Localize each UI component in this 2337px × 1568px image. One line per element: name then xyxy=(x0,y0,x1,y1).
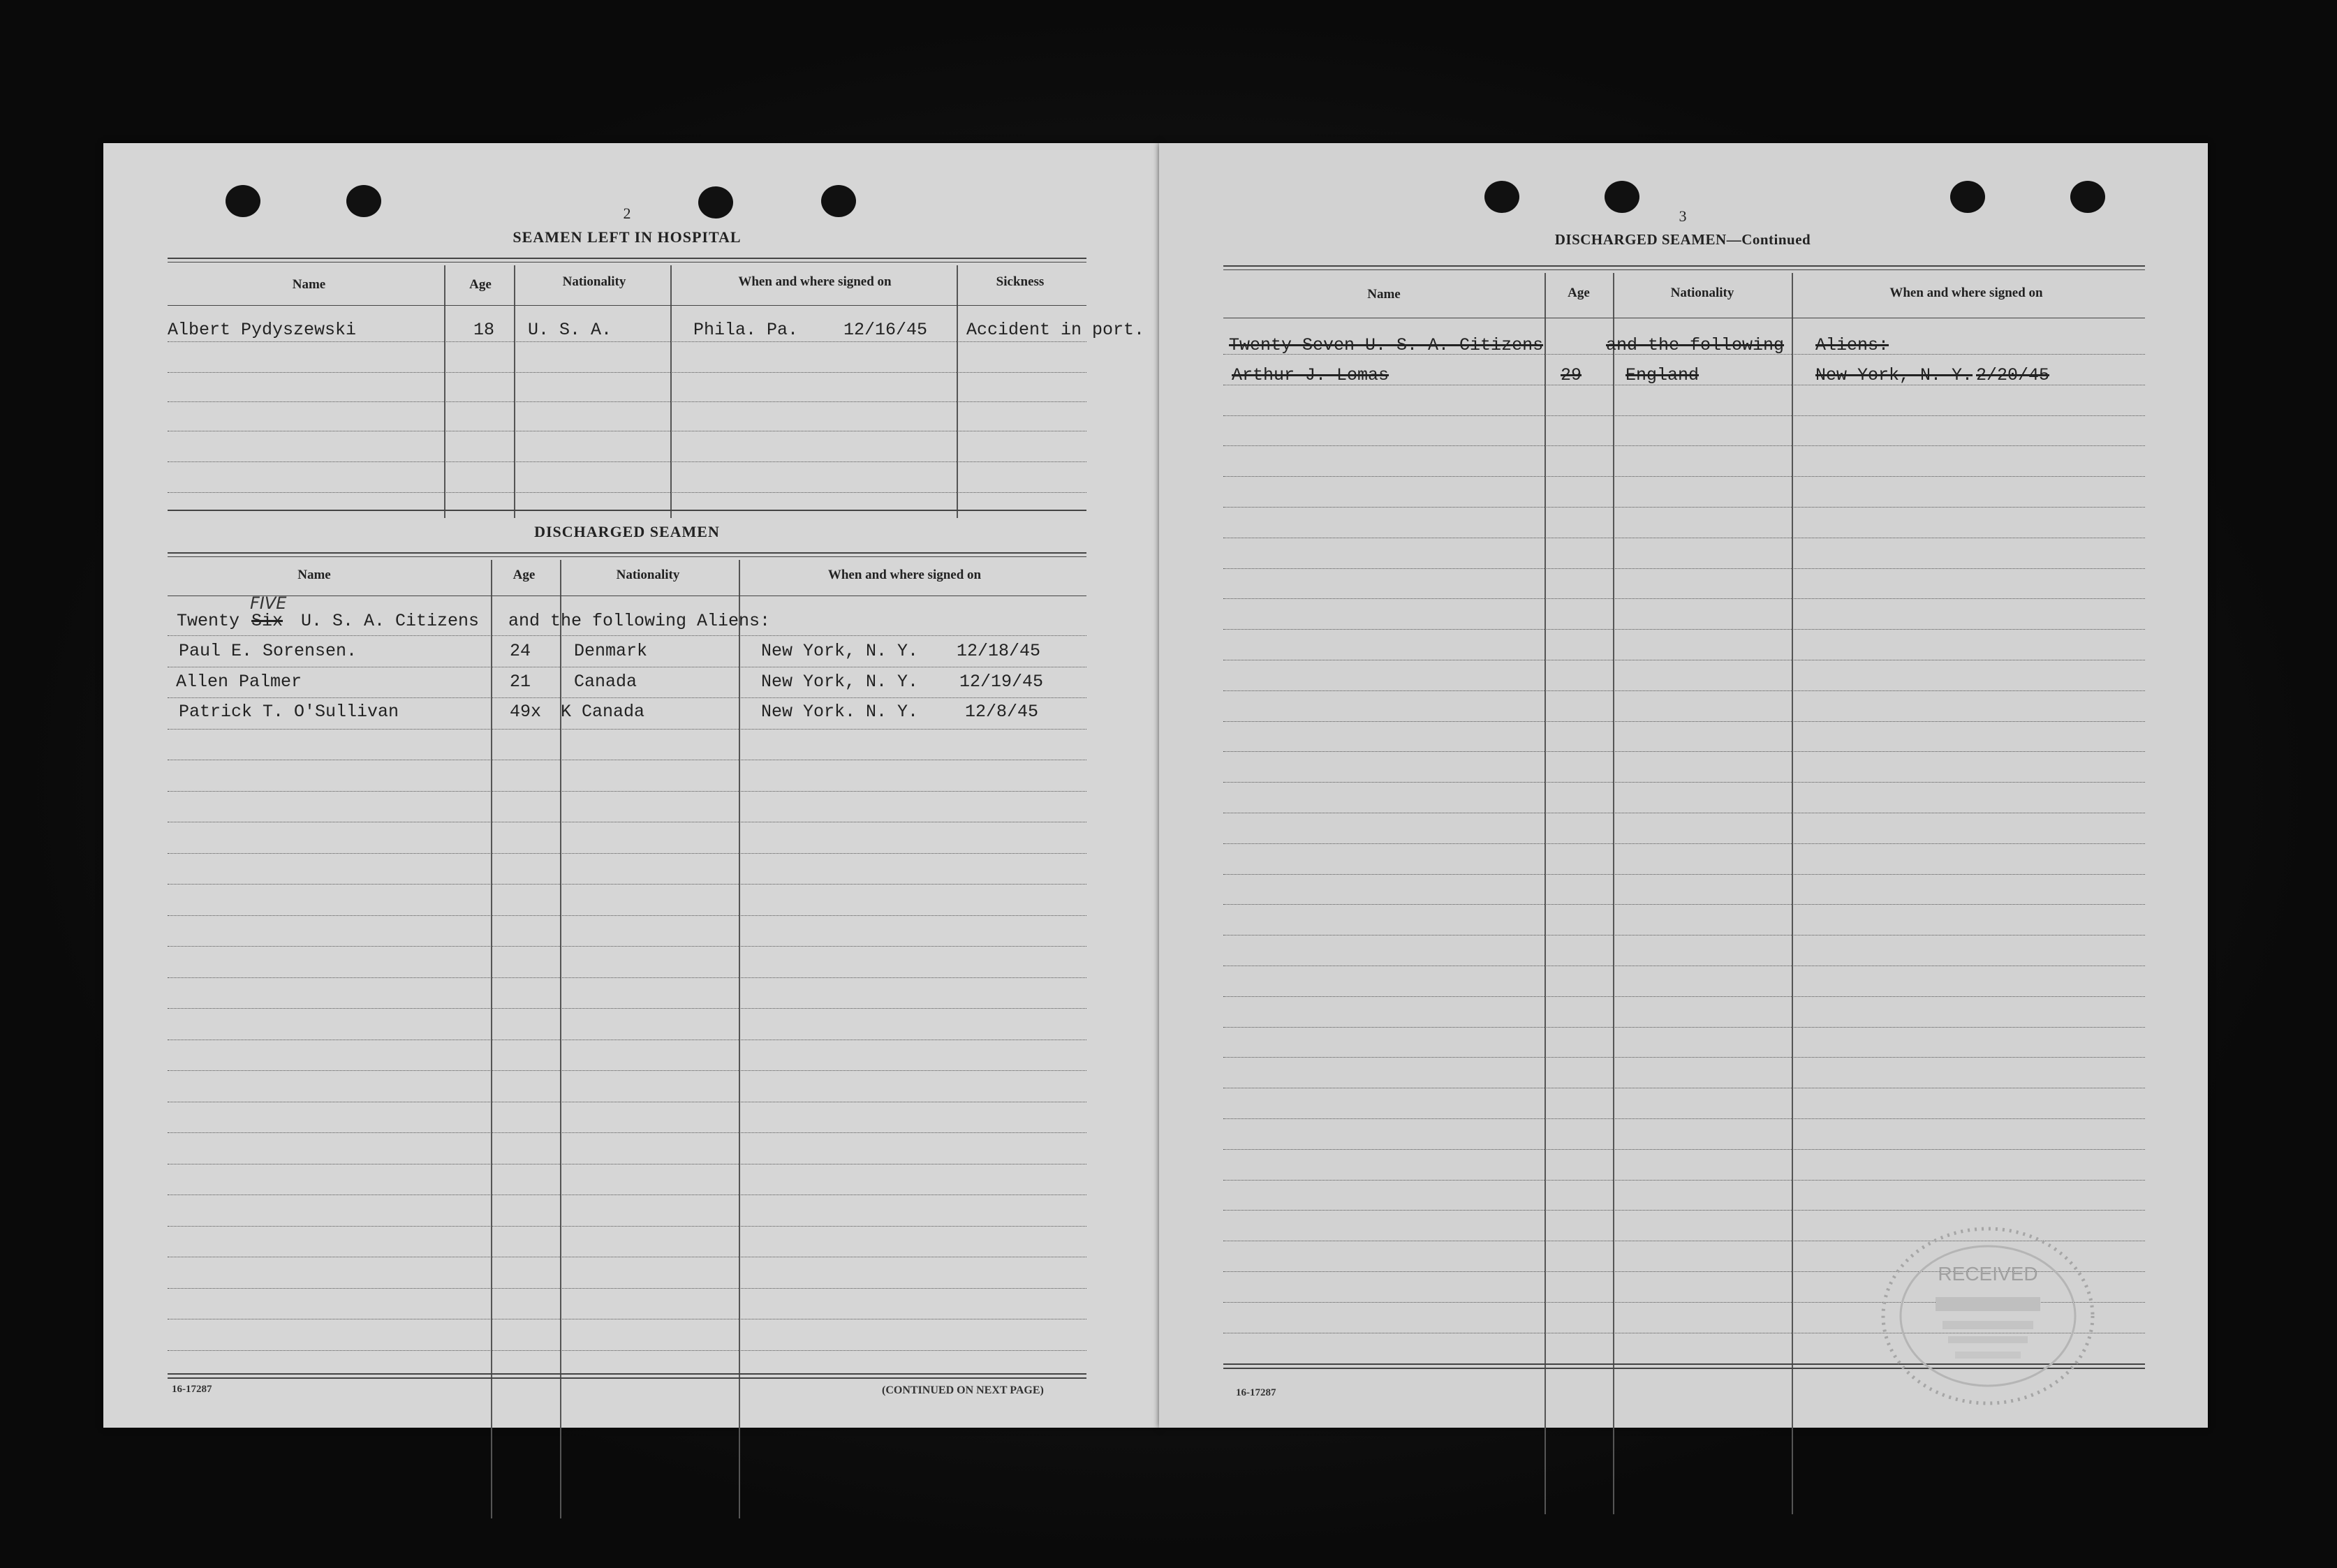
column-divider xyxy=(670,265,672,518)
row-rule xyxy=(168,697,1086,698)
column-header-signed-on: When and where signed on xyxy=(1889,286,2043,300)
column-header-nationality: Nationality xyxy=(616,568,680,582)
punch-hole xyxy=(698,186,733,219)
row-rule xyxy=(1223,1149,2145,1150)
row-rule xyxy=(168,372,1086,373)
intro-struck-word: Six xyxy=(251,611,283,631)
table-top-rule xyxy=(168,556,1086,557)
row-rule xyxy=(168,791,1086,792)
row-rule xyxy=(1223,445,2145,446)
signed-on-date: 12/18/45 xyxy=(957,641,1041,661)
row-rule xyxy=(168,401,1086,402)
table-top-rule xyxy=(1223,265,2145,267)
column-divider xyxy=(1792,273,1793,1514)
column-header-nationality: Nationality xyxy=(1670,286,1734,300)
column-header-name: Name xyxy=(1367,287,1401,302)
signed-on-place: New York. N. Y. xyxy=(761,702,919,722)
struck-aliens: Aliens: xyxy=(1815,335,1889,355)
row-rule xyxy=(1223,1118,2145,1119)
signed-on-date: 2/20/45 xyxy=(1976,365,2050,385)
signed-on-place: New York, N. Y. xyxy=(1815,365,1973,385)
row-rule xyxy=(168,853,1086,854)
row-rule xyxy=(168,1070,1086,1071)
row-rule xyxy=(168,729,1086,730)
seaman-name: Albert Pydyszewski xyxy=(168,320,357,340)
punch-hole xyxy=(1605,181,1639,213)
seaman-nationality: U. S. A. xyxy=(528,320,612,340)
seaman-name: Arthur J. Lomas xyxy=(1232,365,1389,385)
seaman-nationality: K Canada xyxy=(561,702,645,722)
signed-on-place: Phila. Pa. xyxy=(693,320,799,340)
column-header-nationality: Nationality xyxy=(562,274,626,289)
row-rule xyxy=(1223,598,2145,599)
table-top-rule xyxy=(1223,269,2145,270)
row-rule xyxy=(1223,476,2145,477)
row-rule xyxy=(168,946,1086,947)
row-rule xyxy=(1223,996,2145,997)
row-rule xyxy=(1223,415,2145,416)
page-number: 3 xyxy=(1679,207,1687,225)
continued-note: (CONTINUED ON NEXT PAGE) xyxy=(882,1384,1044,1396)
discharged-section-title: DISCHARGED SEAMEN xyxy=(534,523,720,540)
column-header-signed-on: When and where signed on xyxy=(738,274,892,289)
column-header-age: Age xyxy=(469,277,492,292)
struck-citizens: Twenty Seven U. S. A. Citizens xyxy=(1229,335,1544,355)
hospital-section-title: SEAMEN LEFT IN HOSPITAL xyxy=(513,228,742,246)
row-rule xyxy=(1223,843,2145,844)
column-divider xyxy=(1545,273,1546,1514)
page-number: 2 xyxy=(623,205,631,222)
column-divider xyxy=(444,265,445,518)
punch-hole xyxy=(1484,181,1519,213)
row-rule xyxy=(1223,1180,2145,1181)
row-rule xyxy=(1223,1027,2145,1028)
punch-hole xyxy=(1950,181,1985,213)
discharged-continued-title: DISCHARGED SEAMEN—Continued xyxy=(1554,231,1811,248)
row-rule xyxy=(168,1288,1086,1289)
received-stamp xyxy=(1877,1222,2099,1410)
intro-prefix: Twenty xyxy=(177,611,240,631)
column-header-signed-on: When and where signed on xyxy=(827,568,982,582)
punch-hole xyxy=(346,185,381,217)
row-rule xyxy=(1223,629,2145,630)
table-bottom-rule xyxy=(168,510,1086,511)
row-rule xyxy=(1223,721,2145,722)
stamp-label: RECEIVED xyxy=(1938,1263,2038,1285)
column-divider xyxy=(1613,273,1614,1514)
row-rule xyxy=(168,341,1086,342)
seaman-age: 21 xyxy=(510,672,531,692)
row-rule xyxy=(168,977,1086,978)
form-number: 16-17287 xyxy=(172,1384,212,1395)
row-rule xyxy=(168,1350,1086,1351)
seaman-age: 49x xyxy=(510,702,542,722)
seaman-name: Paul E. Sorensen. xyxy=(179,641,357,661)
column-header-name: Name xyxy=(292,277,326,292)
signed-on-date: 12/16/45 xyxy=(843,320,928,340)
punch-hole xyxy=(2070,181,2105,213)
form-number: 16-17287 xyxy=(1236,1387,1276,1398)
table-bottom-rule xyxy=(168,1377,1086,1379)
row-rule xyxy=(168,492,1086,493)
table-top-rule xyxy=(168,258,1086,259)
column-header-age: Age xyxy=(513,568,536,582)
row-rule xyxy=(168,461,1086,462)
left-page xyxy=(103,143,1160,1428)
row-rule xyxy=(168,1226,1086,1227)
seaman-name: Patrick T. O'Sullivan xyxy=(179,702,399,722)
seaman-nationality: England xyxy=(1625,365,1700,385)
punch-hole xyxy=(226,185,260,217)
row-rule xyxy=(168,1132,1086,1133)
handwritten-correction: FIVE xyxy=(250,593,287,613)
row-rule xyxy=(1223,354,2145,355)
column-header-name: Name xyxy=(297,568,331,582)
table-bottom-rule xyxy=(168,1373,1086,1375)
seaman-nationality: Canada xyxy=(574,672,637,692)
row-rule xyxy=(1223,874,2145,875)
row-rule xyxy=(168,915,1086,916)
row-rule xyxy=(1223,904,2145,905)
row-rule xyxy=(1223,507,2145,508)
row-rule xyxy=(1223,690,2145,691)
row-rule xyxy=(1223,568,2145,569)
column-header-age: Age xyxy=(1568,286,1590,300)
row-rule xyxy=(168,635,1086,636)
intro-continuation: and the following Aliens: xyxy=(508,611,771,631)
column-divider xyxy=(957,265,958,518)
punch-hole xyxy=(821,185,856,217)
intro-citizens: U. S. A. Citizens xyxy=(301,611,480,631)
sickness: Accident in port. xyxy=(966,320,1145,340)
seaman-age: 29 xyxy=(1561,365,1582,385)
row-rule xyxy=(1223,1210,2145,1211)
seaman-age: 24 xyxy=(510,641,531,661)
header-bottom-rule xyxy=(168,305,1086,306)
seaman-name: Allen Palmer xyxy=(176,672,302,692)
signed-on-place: New York, N. Y. xyxy=(761,672,919,692)
struck-continuation: and the following xyxy=(1606,335,1785,355)
signed-on-date: 12/19/45 xyxy=(959,672,1044,692)
seaman-age: 18 xyxy=(473,320,495,340)
row-rule xyxy=(1223,751,2145,752)
row-rule xyxy=(1223,782,2145,783)
row-rule xyxy=(1223,1057,2145,1058)
column-header-sickness: Sickness xyxy=(996,274,1045,289)
signed-on-place: New York, N. Y. xyxy=(761,641,919,661)
seaman-nationality: Denmark xyxy=(574,641,648,661)
column-divider xyxy=(514,265,515,518)
signed-on-date: 12/8/45 xyxy=(965,702,1039,722)
row-rule xyxy=(168,884,1086,885)
table-top-rule xyxy=(168,552,1086,554)
row-rule xyxy=(168,1008,1086,1009)
